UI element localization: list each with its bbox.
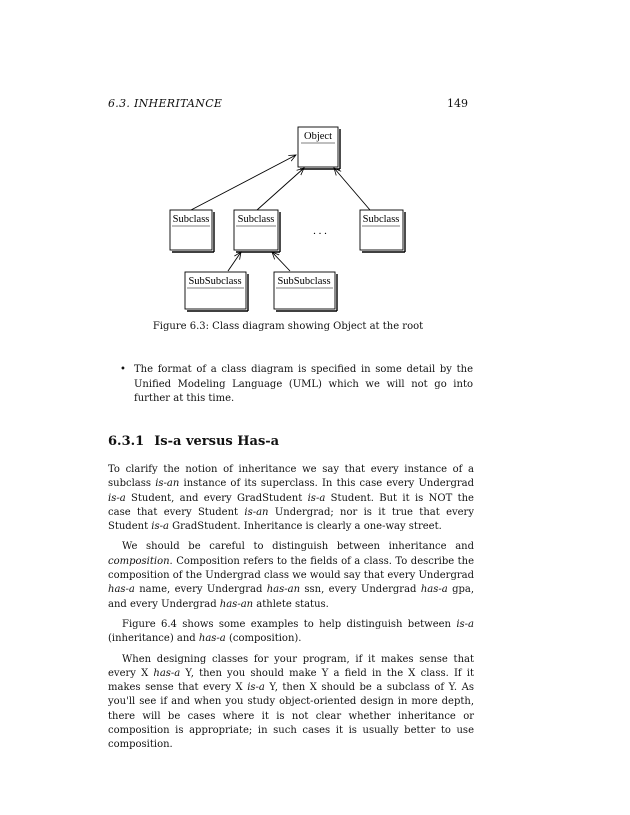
class-box-subclass-1 <box>170 210 214 252</box>
subsubclass-2-label: SubSubclass <box>277 276 331 287</box>
section-number: 6.3.1 <box>108 434 145 449</box>
arrow-subclass3-to-object <box>334 168 370 210</box>
class-box-object <box>298 127 340 169</box>
chapter-title: 6.3. INHERITANCE <box>108 97 223 110</box>
bullet-dot: • <box>120 364 126 375</box>
paragraph-3: Figure 6.4 shows some examples to help distinguish between is-a (inheritance) and has-a (composition). <box>108 618 474 645</box>
paragraph-1: To clarify the notion of inheritance we say that every instance of a subclass is-an instance of its superclass. In this case every Undergrad is-a Student, and every GradStudent is-a Student. But it is NOT the case that every Student is-an Undergrad; nor is it true that every Student is-a GradStudent. Inheritance is clearly a one-way street. <box>108 464 474 533</box>
figure-caption: Figure 6.3: Class diagram showing Object at the root <box>152 321 424 332</box>
section-heading <box>108 434 488 449</box>
object-label: Object <box>304 131 332 142</box>
class-box-subsubclass-2 <box>274 272 337 311</box>
arrow-subsub1-to-subclass2 <box>228 252 241 271</box>
bullet-text: The format of a class diagram is specified in some detail by the Unified Modeling Language (UML) which we will not go into further at this time. <box>134 364 473 404</box>
section-title: Is-a versus Has-a <box>154 434 280 449</box>
paragraph-2: We should be careful to distinguish between inheritance and composition. Composition refers to the fields of a class. To describe the composition of the Undergrad class we would say that every Undergrad has-a name, every Undergrad has-an ssn, every Undergrad has-a gpa, and every Undergrad has-an athlete status. <box>108 541 475 610</box>
page-number: 149 <box>447 97 468 110</box>
paragraph-4: When designing classes for your program, if it makes sense that every X has-a Y, then you should make Y a field in the X class. If it makes sense that every X is-a Y, then X should be a subclass of Y. As you'll see if and when you study object-oriented design in more depth, there will be cases where it is not clear whether inheritance or composition is appropriate; in such cases it is usually better to use composition. <box>108 653 474 751</box>
subclass-1-label: Subclass <box>172 214 210 225</box>
subclass-2-label: Subclass <box>237 214 275 225</box>
subclass-3-label: Subclass <box>362 214 400 225</box>
class-box-subclass-2 <box>234 210 280 252</box>
subsubclass-1-label: SubSubclass <box>188 276 242 287</box>
bullet-item <box>120 363 473 407</box>
arrow-subsub2-to-subclass2 <box>272 252 290 271</box>
more-subclasses-ellipsis: . . . <box>313 225 327 237</box>
class-box-subsubclass-1 <box>185 272 248 311</box>
arrow-subclass2-to-object <box>257 168 304 210</box>
body-text <box>108 463 474 759</box>
class-box-subclass-3 <box>360 210 405 252</box>
class-diagram <box>0 0 630 340</box>
arrow-subclass1-to-object <box>191 155 296 210</box>
